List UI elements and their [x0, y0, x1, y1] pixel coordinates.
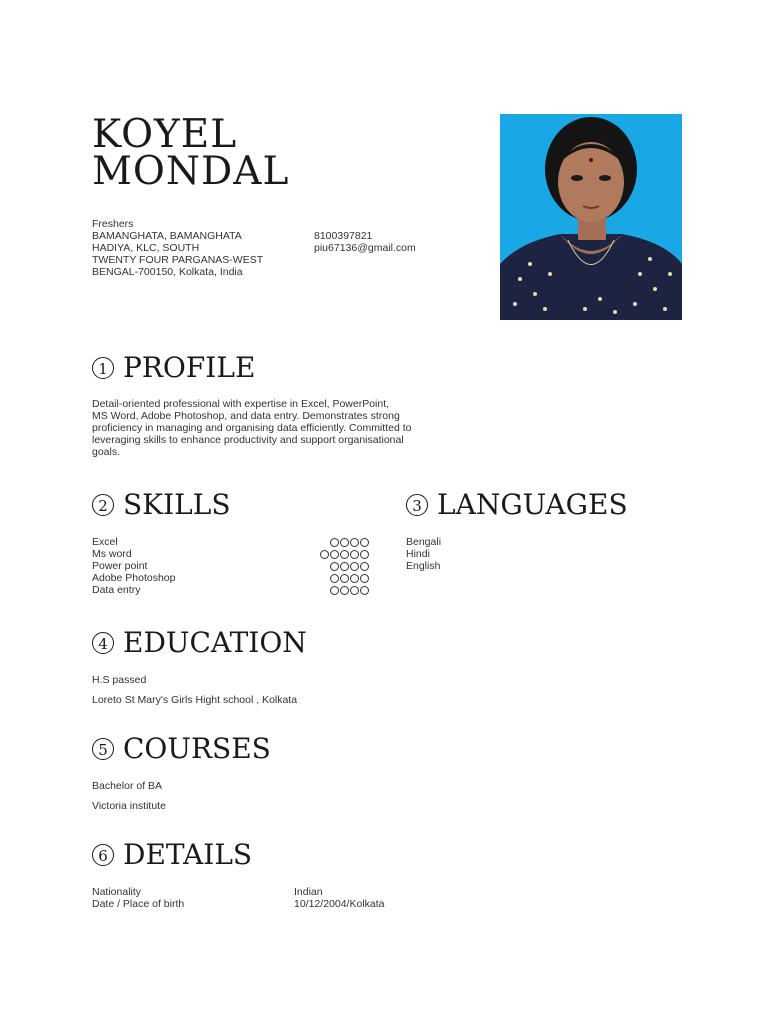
section-title: EDUCATION: [123, 626, 307, 659]
rating-circle-icon: [360, 538, 369, 547]
rating-circle-icon: [340, 574, 349, 583]
skill-ratings: [300, 536, 369, 596]
rating-circle-icon: [340, 562, 349, 571]
section-title: LANGUAGES: [437, 488, 628, 521]
skill-name: Data entry: [92, 584, 141, 596]
detail-label-nationality: Nationality: [92, 886, 142, 898]
skill-rating-row: [300, 560, 369, 572]
email-address: piu67136@gmail.com: [314, 242, 416, 254]
address-line: BAMANGHATA, BAMANGHATA: [92, 230, 242, 242]
skill-rating-row: [300, 572, 369, 584]
rating-circle-icon: [340, 586, 349, 595]
contact-info-block: [314, 230, 416, 254]
rating-circle-icon: [350, 562, 359, 571]
section-number: 2: [92, 494, 114, 516]
rating-circle-icon: [330, 562, 339, 571]
profile-line: leveraging skills to enhance productivity and support organisational: [92, 434, 404, 446]
profile-summary: [92, 398, 472, 458]
portrait-illustration: [500, 114, 682, 320]
profile-line: proficiency in managing and organising data efficiently. Committed to: [92, 422, 412, 434]
first-name: KOYEL: [92, 112, 238, 157]
rating-circle-icon: [340, 538, 349, 547]
section-heading-education: [92, 627, 307, 659]
rating-circle-icon: [330, 538, 339, 547]
skills-list: [92, 536, 176, 596]
profile-line: Detail-oriented professional with expertise in Excel, PowerPoint,: [92, 398, 390, 410]
rating-circle-icon: [330, 550, 339, 559]
course-institute: Victoria institute: [92, 800, 166, 812]
skill-rating-row: [300, 584, 369, 596]
rating-circle-icon: [330, 574, 339, 583]
address-line: HADIYA, KLC, SOUTH: [92, 242, 200, 254]
status-text: Freshers: [92, 218, 134, 230]
section-heading-details: [92, 839, 252, 871]
details-values: [294, 886, 385, 910]
section-title: DETAILS: [123, 838, 253, 871]
course-name: Bachelor of BA: [92, 780, 163, 792]
section-heading-skills: [92, 489, 231, 521]
detail-value-birth: 10/12/2004/Kolkata: [294, 898, 385, 910]
language-item: English: [406, 560, 441, 572]
rating-circle-icon: [360, 550, 369, 559]
education-school: Loreto St Mary's Girls Hight school , Kolkata: [92, 694, 298, 706]
profile-line: MS Word, Adobe Photoshop, and data entry. Demonstrates strong: [92, 410, 400, 422]
rating-circle-icon: [360, 574, 369, 583]
languages-list: [406, 536, 441, 572]
skill-name: Adobe Photoshop: [92, 572, 176, 584]
section-title: PROFILE: [123, 351, 256, 384]
section-number: 3: [406, 494, 428, 516]
rating-circle-icon: [360, 586, 369, 595]
rating-circle-icon: [350, 574, 359, 583]
section-number: 4: [92, 632, 114, 654]
section-number: 6: [92, 844, 114, 866]
detail-label-birth: Date / Place of birth: [92, 898, 185, 910]
section-title: SKILLS: [123, 488, 231, 521]
section-number: 1: [92, 357, 114, 379]
profile-line: goals.: [92, 446, 121, 458]
section-title: COURSES: [123, 732, 271, 765]
rating-circle-icon: [360, 562, 369, 571]
section-heading-profile: [92, 352, 255, 384]
language-item: Hindi: [406, 548, 430, 560]
profile-photo: [500, 114, 682, 320]
skill-rating-row: [300, 536, 369, 548]
education-degree: H.S passed: [92, 674, 147, 686]
last-name: MONDAL: [92, 149, 290, 194]
details-labels: [92, 886, 184, 910]
section-heading-courses: [92, 733, 271, 765]
rating-circle-icon: [350, 538, 359, 547]
rating-circle-icon: [350, 550, 359, 559]
language-item: Bengali: [406, 536, 442, 548]
rating-circle-icon: [330, 586, 339, 595]
skill-rating-row: [300, 548, 369, 560]
candidate-name: [92, 112, 290, 194]
rating-circle-icon: [320, 550, 329, 559]
detail-value-nationality: Indian: [294, 886, 323, 898]
address-line: TWENTY FOUR PARGANAS-WEST: [92, 254, 264, 266]
skill-name: Ms word: [92, 548, 132, 560]
rating-circle-icon: [340, 550, 349, 559]
rating-circle-icon: [350, 586, 359, 595]
section-heading-languages: [406, 489, 628, 521]
contact-address-block: [92, 218, 263, 278]
skill-name: Power point: [92, 560, 148, 572]
phone-number: 8100397821: [314, 230, 373, 242]
section-number: 5: [92, 738, 114, 760]
skill-name: Excel: [92, 536, 118, 548]
address-line: BENGAL-700150, Kolkata, India: [92, 266, 243, 278]
